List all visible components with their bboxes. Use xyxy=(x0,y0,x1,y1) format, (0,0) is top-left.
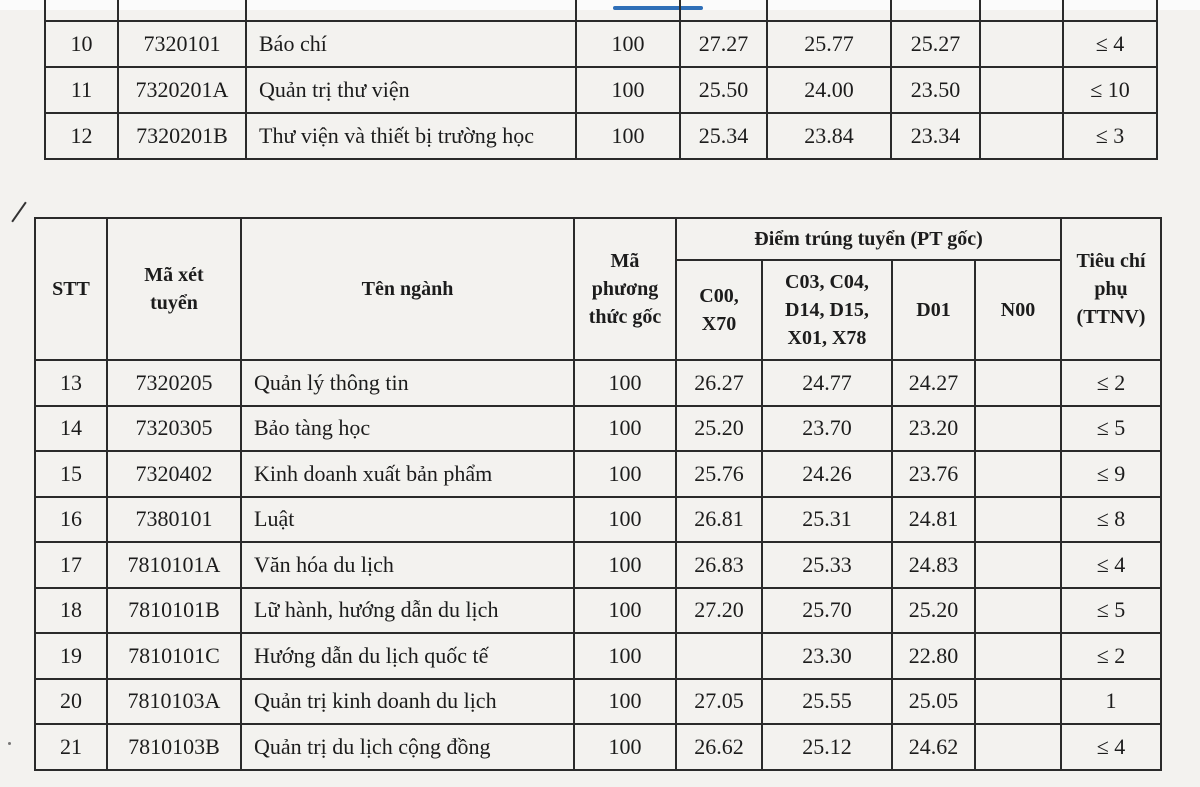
cell-code: 7810101B xyxy=(107,588,241,634)
cell-name: Quản trị du lịch cộng đồng xyxy=(241,724,574,770)
cell-d01: 25.27 xyxy=(891,21,980,67)
cell-name: Quản trị thư viện xyxy=(246,67,576,113)
cell-c00: 25.20 xyxy=(676,406,762,452)
cell-ttnv: ≤ 5 xyxy=(1061,406,1161,452)
header-c03: C03, C04, D14, D15, X01, X78 xyxy=(762,260,892,360)
cell-code: 7320201A xyxy=(118,67,246,113)
cell-stt: 16 xyxy=(35,497,107,543)
cell-name: Luật xyxy=(241,497,574,543)
table-row xyxy=(35,679,1161,725)
cell-n00 xyxy=(980,67,1063,113)
cell-d01: 24.83 xyxy=(892,542,975,588)
cell-d01: 24.62 xyxy=(892,724,975,770)
cell-method: 100 xyxy=(574,679,676,725)
cell-method: 100 xyxy=(574,542,676,588)
cell-n00 xyxy=(980,0,1063,21)
cell-name: Kinh doanh xuất bản phẩm xyxy=(241,451,574,497)
cell-c03: 23.84 xyxy=(767,113,891,159)
cell-code: 7810101A xyxy=(107,542,241,588)
cell-n00 xyxy=(975,451,1061,497)
cell-method: 100 xyxy=(574,724,676,770)
cell-ttnv: ≤ 4 xyxy=(1063,21,1157,67)
cell-d01: 25.20 xyxy=(892,588,975,634)
cell-ttnv: ≤ 2 xyxy=(1061,360,1161,406)
cell-code: 7810103A xyxy=(107,679,241,725)
cell-n00 xyxy=(975,542,1061,588)
cell-ttnv: ≤ 4 xyxy=(1061,724,1161,770)
cell-name: Hướng dẫn du lịch quốc tế xyxy=(241,633,574,679)
cell-method xyxy=(576,0,680,21)
cell-stt: 15 xyxy=(35,451,107,497)
cell-c03 xyxy=(767,0,891,21)
cell-name: Văn hóa du lịch xyxy=(241,542,574,588)
cell-ttnv: ≤ 4 xyxy=(1061,542,1161,588)
table-row xyxy=(35,406,1161,452)
cell-d01: 23.34 xyxy=(891,113,980,159)
cell-c00: 25.50 xyxy=(680,67,767,113)
cell-stt: 19 xyxy=(35,633,107,679)
cell-d01: 23.50 xyxy=(891,67,980,113)
cell-n00 xyxy=(975,406,1061,452)
cell-code: 7320305 xyxy=(107,406,241,452)
cell-name: Lữ hành, hướng dẫn du lịch xyxy=(241,588,574,634)
cell-n00 xyxy=(980,21,1063,67)
cell-c03: 24.26 xyxy=(762,451,892,497)
cell-n00 xyxy=(980,113,1063,159)
table-row xyxy=(45,0,1157,21)
header-stt: STT xyxy=(35,218,107,360)
cell-c03: 25.12 xyxy=(762,724,892,770)
cell-code: 7320205 xyxy=(107,360,241,406)
cell-c03: 25.31 xyxy=(762,497,892,543)
cell-ttnv: ≤ 8 xyxy=(1061,497,1161,543)
cell-stt: 20 xyxy=(35,679,107,725)
cell-method: 100 xyxy=(576,113,680,159)
cell-c03: 25.70 xyxy=(762,588,892,634)
header-c00: C00, X70 xyxy=(676,260,762,360)
cell-d01: 24.27 xyxy=(892,360,975,406)
table-row xyxy=(45,67,1157,113)
table-row xyxy=(35,724,1161,770)
cell-code: 7320402 xyxy=(107,451,241,497)
cell-stt: 18 xyxy=(35,588,107,634)
cell-c00: 27.20 xyxy=(676,588,762,634)
table-row xyxy=(35,360,1161,406)
cell-c03: 25.55 xyxy=(762,679,892,725)
cell-ttnv: ≤ 3 xyxy=(1063,113,1157,159)
header-method: Mã phương thức gốc xyxy=(574,218,676,360)
cell-c03: 25.33 xyxy=(762,542,892,588)
cell-c03: 24.00 xyxy=(767,67,891,113)
cell-name: Bảo tàng học xyxy=(241,406,574,452)
table-row xyxy=(35,497,1161,543)
cell-stt: 14 xyxy=(35,406,107,452)
cell-code: 7810103B xyxy=(107,724,241,770)
header-score-group: Điểm trúng tuyển (PT gốc) xyxy=(676,218,1061,260)
cell-d01: 22.80 xyxy=(892,633,975,679)
cell-method: 100 xyxy=(574,633,676,679)
cell-ttnv: ≤ 5 xyxy=(1061,588,1161,634)
header-major-name: Tên ngành xyxy=(241,218,574,360)
cell-c03: 25.77 xyxy=(767,21,891,67)
cell-method: 100 xyxy=(574,360,676,406)
table-row xyxy=(35,451,1161,497)
cell-c00 xyxy=(680,0,767,21)
cell-stt: 13 xyxy=(35,360,107,406)
cell-stt: 12 xyxy=(45,113,118,159)
cell-code: 7810101C xyxy=(107,633,241,679)
cell-n00 xyxy=(975,497,1061,543)
cell-code xyxy=(118,0,246,21)
table-row xyxy=(45,113,1157,159)
cell-c00: 27.05 xyxy=(676,679,762,725)
cell-stt: 17 xyxy=(35,542,107,588)
cell-n00 xyxy=(975,360,1061,406)
cell-c03: 23.30 xyxy=(762,633,892,679)
cell-name: Quản lý thông tin xyxy=(241,360,574,406)
cell-d01: 24.81 xyxy=(892,497,975,543)
cell-c00 xyxy=(676,633,762,679)
cell-n00 xyxy=(975,633,1061,679)
cell-n00 xyxy=(975,588,1061,634)
cell-code: 7320201B xyxy=(118,113,246,159)
cell-d01: 25.05 xyxy=(892,679,975,725)
cell-name: Quản trị kinh doanh du lịch xyxy=(241,679,574,725)
cell-code: 7320101 xyxy=(118,21,246,67)
cell-method: 100 xyxy=(576,21,680,67)
cell-d01: 23.76 xyxy=(892,451,975,497)
cell-c00: 26.62 xyxy=(676,724,762,770)
cell-ttnv xyxy=(1063,0,1157,21)
cell-name xyxy=(246,0,576,21)
cell-ttnv: ≤ 2 xyxy=(1061,633,1161,679)
cell-name: Báo chí xyxy=(246,21,576,67)
cell-c03: 24.77 xyxy=(762,360,892,406)
cell-name: Thư viện và thiết bị trường học xyxy=(246,113,576,159)
cell-d01: 23.20 xyxy=(892,406,975,452)
cell-c00: 27.27 xyxy=(680,21,767,67)
cell-stt: 21 xyxy=(35,724,107,770)
pen-mark xyxy=(11,202,26,223)
cell-c00: 26.27 xyxy=(676,360,762,406)
cell-ttnv: ≤ 9 xyxy=(1061,451,1161,497)
cell-method: 100 xyxy=(574,406,676,452)
cell-c00: 25.76 xyxy=(676,451,762,497)
table-row xyxy=(35,633,1161,679)
cell-c00: 26.81 xyxy=(676,497,762,543)
cell-n00 xyxy=(975,724,1061,770)
header-ttnv: Tiêu chí phụ (TTNV) xyxy=(1061,218,1161,360)
header-code: Mã xét tuyển xyxy=(107,218,241,360)
cell-method: 100 xyxy=(576,67,680,113)
cell-method: 100 xyxy=(574,588,676,634)
table-row xyxy=(35,588,1161,634)
scan-speck xyxy=(8,742,11,745)
cell-ttnv: 1 xyxy=(1061,679,1161,725)
table-row xyxy=(45,21,1157,67)
header-d01: D01 xyxy=(892,260,975,360)
table-row xyxy=(35,542,1161,588)
cell-c00: 26.83 xyxy=(676,542,762,588)
cell-c03: 23.70 xyxy=(762,406,892,452)
score-table xyxy=(34,217,1162,771)
cell-method: 100 xyxy=(574,497,676,543)
cell-ttnv: ≤ 10 xyxy=(1063,67,1157,113)
score-table-continued xyxy=(44,0,1158,160)
cell-c00: 25.34 xyxy=(680,113,767,159)
cell-method: 100 xyxy=(574,451,676,497)
cell-code: 7380101 xyxy=(107,497,241,543)
cell-stt: 11 xyxy=(45,67,118,113)
cell-stt: 10 xyxy=(45,21,118,67)
header-n00: N00 xyxy=(975,260,1061,360)
cell-d01 xyxy=(891,0,980,21)
cell-n00 xyxy=(975,679,1061,725)
cell-stt xyxy=(45,0,118,21)
